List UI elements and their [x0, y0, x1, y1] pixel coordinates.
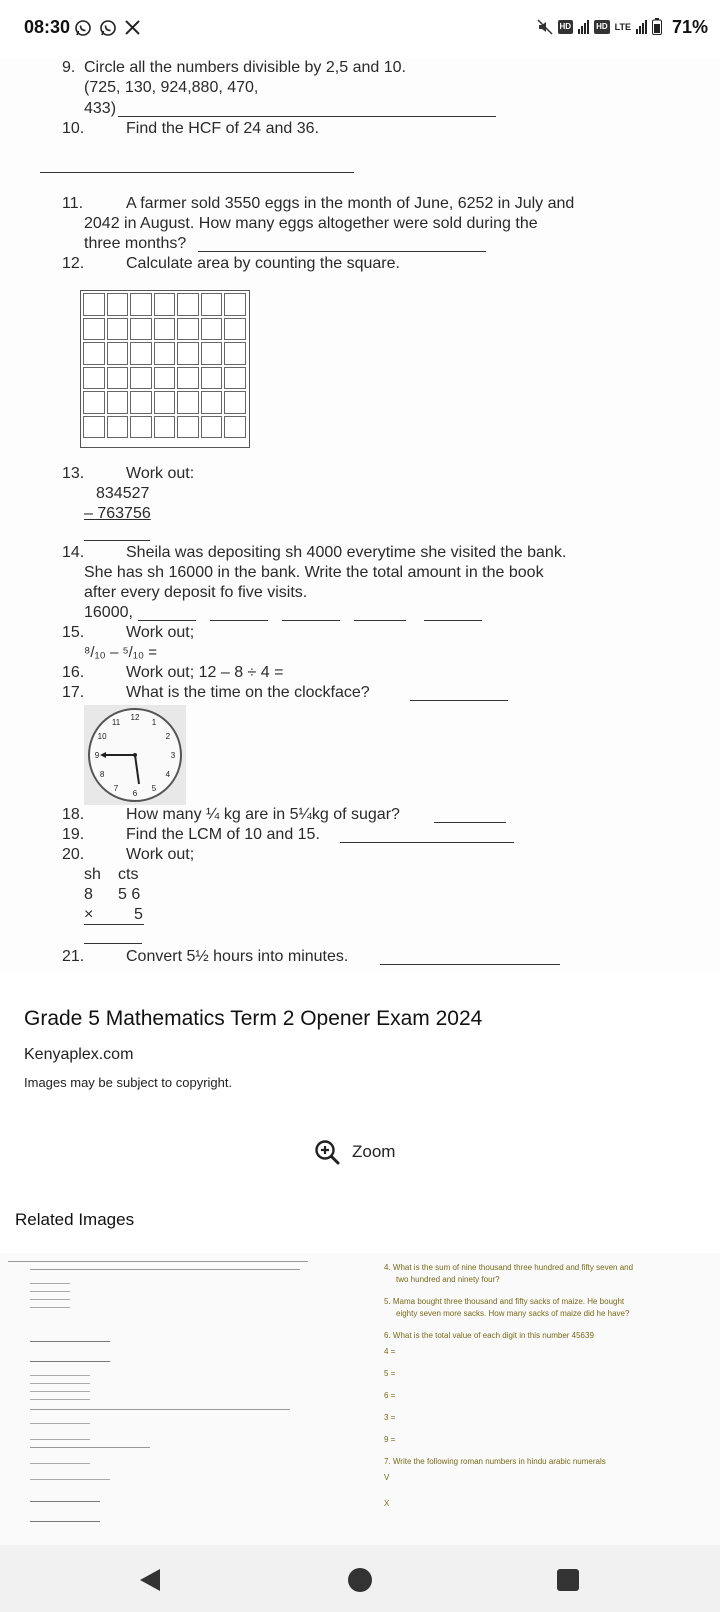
thumb-left-text: [30, 1291, 70, 1292]
q20-row1-cts: 5 6: [118, 886, 141, 903]
q17-number: 17.: [62, 684, 85, 701]
clock-number: 7: [113, 783, 119, 793]
clock-number: 8: [99, 770, 105, 779]
grid-square: [154, 367, 176, 390]
grid-square: [177, 318, 199, 341]
q13-operand-a: 834527: [96, 485, 150, 502]
clock-number: 9: [94, 751, 100, 760]
q20-head-cts: cts: [118, 866, 139, 883]
grid-square: [83, 416, 105, 439]
clock-number: 12: [130, 713, 140, 722]
q12-text: Calculate area by counting the square.: [126, 255, 400, 272]
exam-image[interactable]: [0, 58, 720, 973]
q20-text: Work out;: [126, 846, 195, 863]
thumb-left-text: [30, 1439, 90, 1440]
q21-number: 21.: [62, 948, 85, 965]
q9-line-1: Circle all the numbers divisible by 2,5 and 10.: [84, 59, 406, 76]
q20-number: 20.: [62, 846, 85, 863]
q14-line-1: Sheila was depositing sh 4000 everytime she visited the bank.: [126, 544, 567, 561]
recents-icon[interactable]: [556, 1568, 580, 1592]
lte-signal-icon: [636, 20, 647, 34]
grid-square: [224, 391, 246, 414]
q14-line-4: 16000,: [84, 604, 133, 621]
q17-answer-line: [410, 700, 508, 701]
clock-number: 10: [97, 732, 107, 741]
q9-answer-line: [118, 116, 496, 117]
thumb-left-text: [30, 1341, 110, 1342]
q10-text: Find the HCF of 24 and 36.: [126, 120, 319, 137]
q13-answer-line: [84, 540, 150, 541]
thumb-left-text: [30, 1283, 70, 1284]
grid-square: [107, 318, 129, 341]
grid-square: [154, 391, 176, 414]
grid-square: [130, 416, 152, 439]
grid-square: [107, 367, 129, 390]
grid-square: [177, 416, 199, 439]
q16-number: 16.: [62, 664, 85, 681]
q11-line-3: three months?: [84, 235, 187, 252]
thumb-left-text: [30, 1383, 90, 1384]
thumb-text-line: 6 =: [384, 1391, 396, 1400]
thumb-left-text: [30, 1307, 70, 1308]
grid-square: [107, 416, 129, 439]
related-images-heading: Related Images: [15, 1210, 135, 1229]
zoom-button[interactable]: [314, 1139, 395, 1165]
thumb-left-text: [30, 1479, 110, 1480]
q13-number: 13.: [62, 465, 85, 482]
q20-row2-cts: 5: [134, 906, 143, 923]
thumb-left-text: [8, 1261, 308, 1262]
clockface-image: [84, 705, 186, 805]
grid-square: [177, 342, 199, 365]
grid-square: [83, 391, 105, 414]
source-site[interactable]: Kenyaplex.com: [24, 1046, 134, 1063]
q18-answer-line: [434, 822, 506, 823]
q19-number: 19.: [62, 826, 85, 843]
q14-blank-3: [282, 620, 340, 621]
grid-square: [130, 367, 152, 390]
q11-line-1: A farmer sold 3550 eggs in the month of June, 6252 in July and: [126, 195, 575, 212]
q15-expression: ⁸/₁₀ – ⁵/₁₀ =: [84, 644, 158, 661]
q21-answer-line: [380, 964, 560, 965]
q20-row1-sh: 8: [84, 886, 93, 903]
thumb-left-text: [30, 1423, 90, 1424]
thumb-left-text: [30, 1409, 290, 1410]
q10-answer-line: [40, 172, 354, 173]
grid-square: [154, 342, 176, 365]
image-title[interactable]: Grade 5 Mathematics Term 2 Opener Exam 2024: [24, 1007, 483, 1030]
q11-answer-line: [198, 251, 486, 252]
grid-square: [130, 391, 152, 414]
grid-square: [201, 391, 223, 414]
whatsapp-icon: [74, 19, 92, 37]
thumb-text-line: 3 =: [384, 1413, 396, 1422]
q15-text: Work out;: [126, 624, 195, 641]
battery-percent: 71%: [671, 17, 708, 37]
grid-square: [201, 342, 223, 365]
grid-square: [130, 318, 152, 341]
clock-number: 2: [165, 732, 171, 741]
grid-square: [201, 416, 223, 439]
q20-underline: [84, 924, 144, 925]
q14-blank-2: [210, 620, 268, 621]
q18-text: How many ¼ kg are in 5¼kg of sugar?: [126, 806, 400, 823]
grid-square: [201, 293, 223, 316]
mute-icon: [537, 19, 553, 35]
grid-square: [83, 367, 105, 390]
battery-icon: [652, 18, 662, 35]
grid-square: [83, 293, 105, 316]
thumb-text-line: 4. What is the sum of nine thousand three hundred and fifty seven and: [384, 1263, 634, 1272]
thumb-left-text: [30, 1399, 90, 1400]
hd-badge-2: HD: [594, 20, 610, 34]
thumb-left-text: [30, 1447, 150, 1448]
thumb-left-text: [30, 1391, 90, 1392]
grid-square: [107, 293, 129, 316]
q14-line-3: after every deposit fo five visits.: [84, 584, 308, 601]
thumb-text-line: 6. What is the total value of each digit in this number 45639: [384, 1331, 594, 1340]
grid-square: [83, 342, 105, 365]
clock-number: 5: [151, 783, 157, 793]
thumb-text-line: eighty seven more sacks. How many sacks of maize did he have?: [396, 1309, 630, 1318]
hd-badge: HD: [558, 20, 574, 34]
grid-square: [154, 293, 176, 316]
grid-square: [201, 318, 223, 341]
related-image-thumbnail[interactable]: [0, 1253, 720, 1545]
system-icons: [537, 18, 662, 35]
zoom-in-icon: [314, 1139, 340, 1165]
grid-square: [201, 367, 223, 390]
x-icon: [124, 19, 141, 36]
q9-line-3: 433): [84, 100, 117, 117]
copyright-notice: Images may be subject to copyright.: [24, 1075, 233, 1090]
signal-bars-icon: [578, 20, 589, 34]
q12-number: 12.: [62, 255, 85, 272]
grid-square: [224, 342, 246, 365]
q19-text: Find the LCM of 10 and 15.: [126, 826, 320, 843]
q9-number: 9.: [62, 59, 76, 76]
q20-answer-line: [84, 943, 142, 944]
status-bar: [0, 0, 720, 58]
q14-blank-5: [424, 620, 482, 621]
q11-line-2: 2042 in August. How many eggs altogether were sold during the: [84, 215, 538, 232]
clock-number: 3: [170, 751, 176, 760]
home-icon[interactable]: [347, 1567, 373, 1593]
grid-square: [107, 391, 129, 414]
q16-text: Work out; 12 – 8 ÷ 4 =: [126, 664, 284, 681]
thumb-left-text: [30, 1463, 90, 1464]
thumb-text-line: 7. Write the following roman numbers in hindu arabic numerals: [384, 1457, 606, 1466]
q18-number: 18.: [62, 806, 85, 823]
zoom-label: Zoom: [352, 1142, 396, 1161]
q21-text: Convert 5½ hours into minutes.: [126, 948, 349, 965]
thumb-text-line: two hundred and ninety four?: [396, 1275, 500, 1284]
thumb-text-line: V: [384, 1473, 390, 1482]
notification-icons: [74, 19, 141, 37]
thumb-left-text: [30, 1299, 70, 1300]
grid-square: [224, 416, 246, 439]
thumb-text-line: X: [384, 1499, 390, 1508]
thumb-text-line: 5. Mama bought three thousand and fifty sacks of maize. He bought: [384, 1297, 625, 1306]
grid-square: [154, 416, 176, 439]
q13-operand-b: – 763756: [84, 505, 151, 522]
thumb-left-text: [30, 1269, 300, 1270]
thumb-left-text: [30, 1521, 100, 1522]
lte-label: LTE: [614, 21, 631, 32]
clock-number: 4: [165, 770, 171, 779]
grid-square: [224, 367, 246, 390]
square-grid: [80, 290, 250, 448]
q19-answer-line: [340, 842, 514, 843]
thumb-left-text: [30, 1361, 110, 1362]
whatsapp-icon: [99, 19, 117, 37]
grid-square: [154, 318, 176, 341]
back-icon[interactable]: [137, 1567, 163, 1593]
q9-line-2: (725, 130, 924,880, 470,: [84, 79, 259, 96]
q17-text: What is the time on the clockface?: [126, 684, 370, 701]
q14-line-2: She has sh 16000 in the bank. Write the total amount in the book: [84, 564, 544, 581]
status-time: 08:30: [24, 17, 71, 37]
clock-number: 11: [111, 718, 121, 728]
q10-number: 10.: [62, 120, 85, 137]
q20-row2-sign: ×: [84, 906, 94, 923]
grid-square: [130, 342, 152, 365]
grid-square: [177, 391, 199, 414]
grid-square: [224, 318, 246, 341]
grid-square: [177, 293, 199, 316]
q14-blank-4: [354, 620, 406, 621]
grid-square: [130, 293, 152, 316]
grid-square: [224, 293, 246, 316]
q15-number: 15.: [62, 624, 85, 641]
clock-number: 1: [151, 718, 157, 728]
grid-square: [107, 342, 129, 365]
navigation-bar: [0, 1545, 720, 1612]
grid-square: [83, 318, 105, 341]
q11-number: 11.: [62, 195, 84, 212]
thumb-text-line: 4 =: [384, 1347, 396, 1356]
thumb-text-line: 9 =: [384, 1435, 396, 1444]
q14-number: 14.: [62, 544, 85, 561]
clock-number: 6: [132, 789, 138, 798]
q14-blank-1: [138, 620, 196, 621]
thumb-left-text: [30, 1375, 90, 1376]
thumb-left-text: [30, 1501, 100, 1502]
q13-text: Work out:: [126, 465, 195, 482]
grid-square: [177, 367, 199, 390]
thumb-text-line: 5 =: [384, 1369, 396, 1378]
q20-head-sh: sh: [84, 866, 101, 883]
